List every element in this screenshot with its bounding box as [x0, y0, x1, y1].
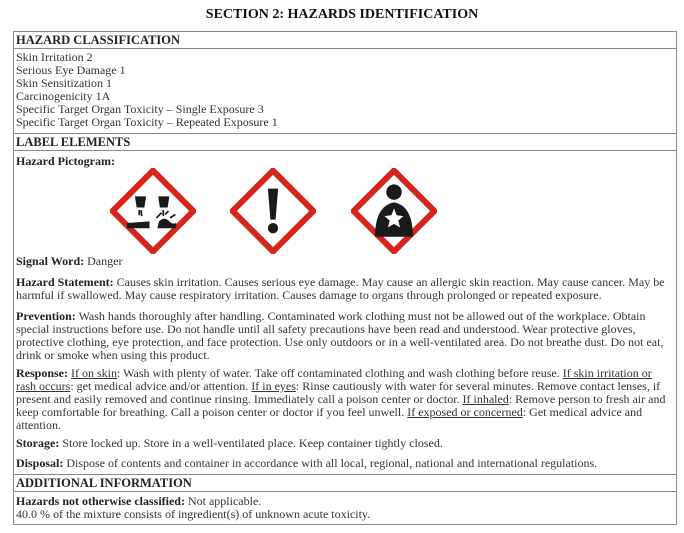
prevention-label: Prevention:	[16, 309, 76, 323]
hnoc-value: Not applicable.	[187, 494, 262, 508]
response-condition: If in eyes	[251, 379, 296, 393]
response-text: : Wash with plenty of water. Take off contaminated clothing and wash clothing before reuse.	[117, 366, 563, 380]
hazard-pictogram-label: Hazard Pictogram:	[16, 154, 115, 168]
prevention-statement	[16, 310, 672, 362]
classification-item: Carcinogenicity 1A	[16, 89, 111, 103]
additional-information-heading: ADDITIONAL INFORMATION	[13, 474, 677, 492]
response-condition: If exposed or concerned	[407, 405, 523, 419]
section-title: SECTION 2: HAZARDS IDENTIFICATION	[205, 7, 479, 22]
classification-item: Serious Eye Damage 1	[16, 63, 126, 77]
classification-item: Skin Irritation 2	[16, 50, 93, 64]
storage-label: Storage:	[16, 436, 60, 450]
response-condition: If skin irritation or rash occurs	[16, 366, 652, 393]
health-hazard-icon	[351, 168, 437, 254]
exclamation-mark-icon	[230, 168, 316, 254]
unknown-toxicity-note: 40.0 % of the mixture consists of ingredient(s) of unknown acute toxicity.	[16, 507, 371, 521]
classification-item: Skin Sensitization 1	[16, 76, 112, 90]
response-label: Response:	[16, 366, 69, 380]
prevention-text: Wash hands thoroughly after handling. Contaminated work clothing must not be allowed out of the workplace. Obtain special instructions before use. Do not handle until all safety precautions have been read and understood. Wear protective gloves, protective clothing, eye protection, and face protection. Use only outdoors or in a well-ventilated area. Do not breathe dust. Do not eat, drink or smoke when using this product.	[16, 309, 664, 362]
response-text: : Rinse cautiously with water for several minutes. Remove contact lenses, if present and easily removed and continue rinsing. Immediately call a poison center or doctor.	[16, 379, 661, 406]
disposal-label: Disposal:	[16, 456, 64, 470]
storage-text: Store locked up. Store in a well-ventilated place. Keep container tightly closed.	[62, 436, 443, 450]
response-statement	[16, 367, 672, 432]
response-text: : Get medical advice and attention.	[16, 405, 643, 432]
hnoc-label: Hazards not otherwise classified:	[16, 494, 185, 508]
storage-statement	[16, 437, 672, 450]
classification-item: Specific Target Organ Toxicity – Single Exposure 3	[16, 102, 264, 116]
hazard-statement-text: Causes skin irritation. Causes serious eye damage. May cause an allergic skin reaction. May cause cancer. May be harmful if swallowed. May cause respiratory irritation. Causes damage to organs through prolonged or repeated exposure.	[16, 275, 665, 302]
hazard-classification-list	[16, 51, 672, 129]
corrosion-icon	[110, 168, 196, 254]
hazard-classification-heading: HAZARD CLASSIFICATION	[13, 31, 677, 49]
label-elements-heading: LABEL ELEMENTS	[13, 133, 677, 151]
signal-word-value: Danger	[87, 254, 123, 268]
disposal-statement	[16, 457, 672, 470]
hazard-statement	[16, 276, 672, 302]
signal-word-row	[16, 255, 672, 268]
signal-word-label: Signal Word:	[16, 254, 85, 268]
response-condition: If inhaled	[462, 392, 509, 406]
classification-item: Specific Target Organ Toxicity – Repeated Exposure 1	[16, 115, 278, 129]
response-text: : get medical advice and/or attention.	[70, 379, 252, 393]
disposal-text: Dispose of contents and container in accordance with all local, regional, national and international regulations.	[66, 456, 598, 470]
hazard-statement-label: Hazard Statement:	[16, 275, 114, 289]
response-condition: If on skin	[71, 366, 118, 380]
response-text: : Remove person to fresh air and keep comfortable for breathing. Call a poison center or doctor if you feel unwell.	[16, 392, 666, 419]
